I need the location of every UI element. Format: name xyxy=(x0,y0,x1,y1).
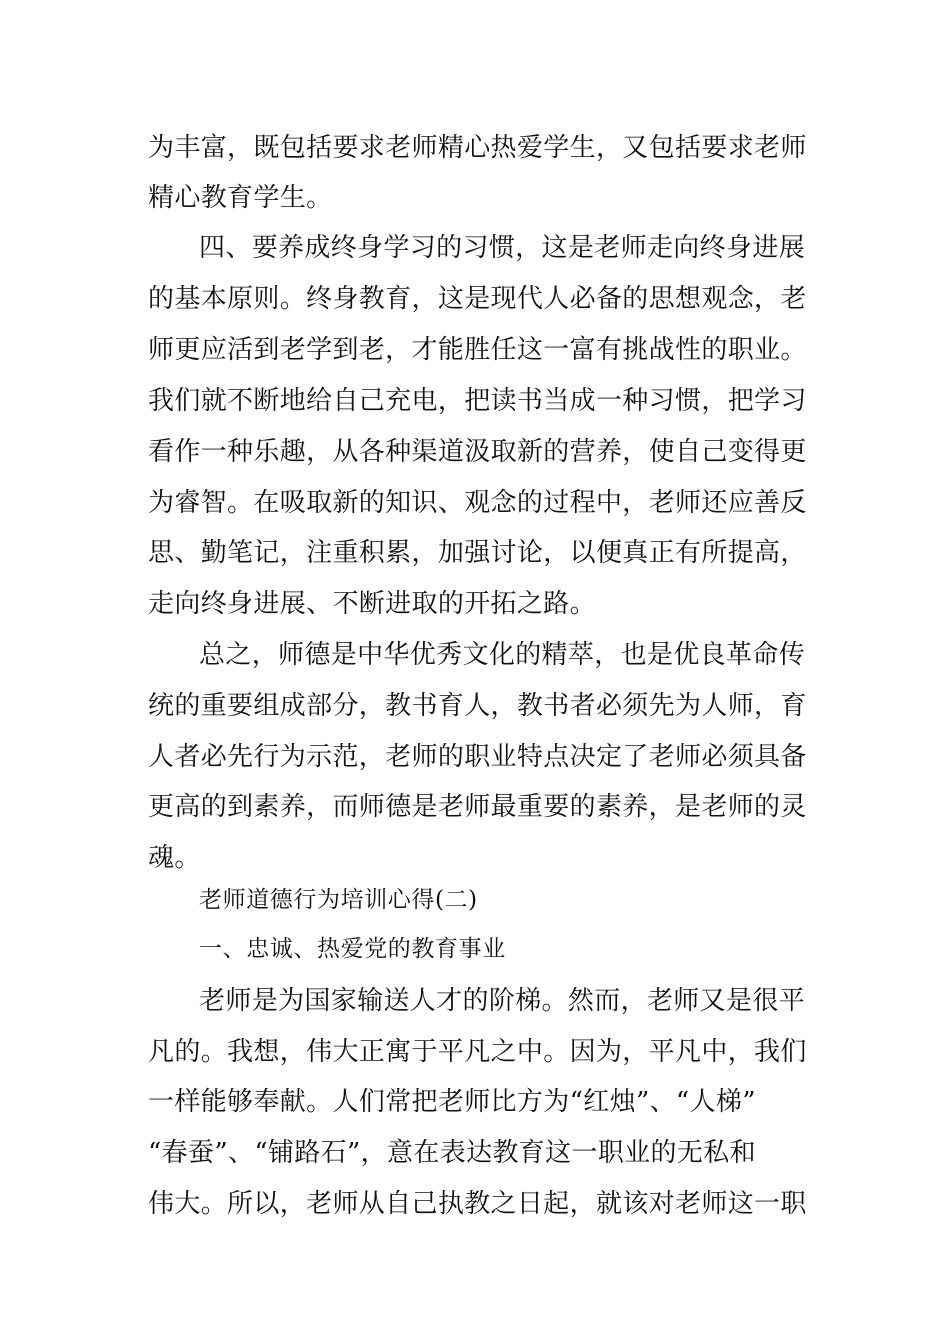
text-line: 伟大。所以，老师从自己执教之日起，就该对老师这一职 xyxy=(148,1189,807,1219)
paragraph-start-line: 四、要养成终身学习的习惯，这是老师走向终身进展 xyxy=(199,233,806,263)
text-line: 为丰富，既包括要求老师精心热爱学生，又包括要求老师 xyxy=(148,133,807,163)
text-line: 精心教育学生。 xyxy=(148,183,333,213)
text-line: 更高的到素养，而师德是老师最重要的素养，是老师的灵 xyxy=(148,792,807,822)
text-line: 的基本原则。终身教育，这是现代人必备的思想观念，老 xyxy=(148,284,807,314)
text-line: 魂。 xyxy=(148,843,201,873)
text-line: 思、勤笔记，注重积累，加强讨论，以便真正有所提高， xyxy=(148,538,807,568)
text-line: 为睿智。在吸取新的知识、观念的过程中，老师还应善反 xyxy=(148,488,807,518)
paragraph-start-line: 老师是为国家输送人才的阶梯。然而，老师又是很平 xyxy=(199,986,806,1016)
text-line: 走向终身进展、不断进取的开拓之路。 xyxy=(148,589,596,619)
text-line: 统的重要组成部分，教书育人，教书者必须先为人师，育 xyxy=(148,691,807,721)
text-line: “春蚕”、“铺路石”，意在表达教育这一职业的无私和 xyxy=(148,1138,756,1168)
text-line: 看作一种乐趣，从各种渠道汲取新的营养，使自己变得更 xyxy=(148,437,807,467)
text-line: 我们就不断地给自己充电，把读书当成一种习惯，把学习 xyxy=(148,386,807,416)
section-title: 老师道德行为培训心得(二) xyxy=(199,887,478,913)
text-line: 一样能够奉献。人们常把老师比方为“红烛”、“人梯” xyxy=(148,1087,756,1117)
paragraph-start-line: 总之，师德是中华优秀文化的精萃，也是优良革命传 xyxy=(199,640,806,670)
text-line: 凡的。我想，伟大正寓于平凡之中。因为，平凡中，我们 xyxy=(148,1037,807,1067)
text-line: 人者必先行为示范，老师的职业特点决定了老师必须具备 xyxy=(148,742,807,772)
text-line: 师更应活到老学到老，才能胜任这一富有挑战性的职业。 xyxy=(148,335,807,365)
section-heading: 一、忠诚、热爱党的教育事业 xyxy=(199,936,506,962)
